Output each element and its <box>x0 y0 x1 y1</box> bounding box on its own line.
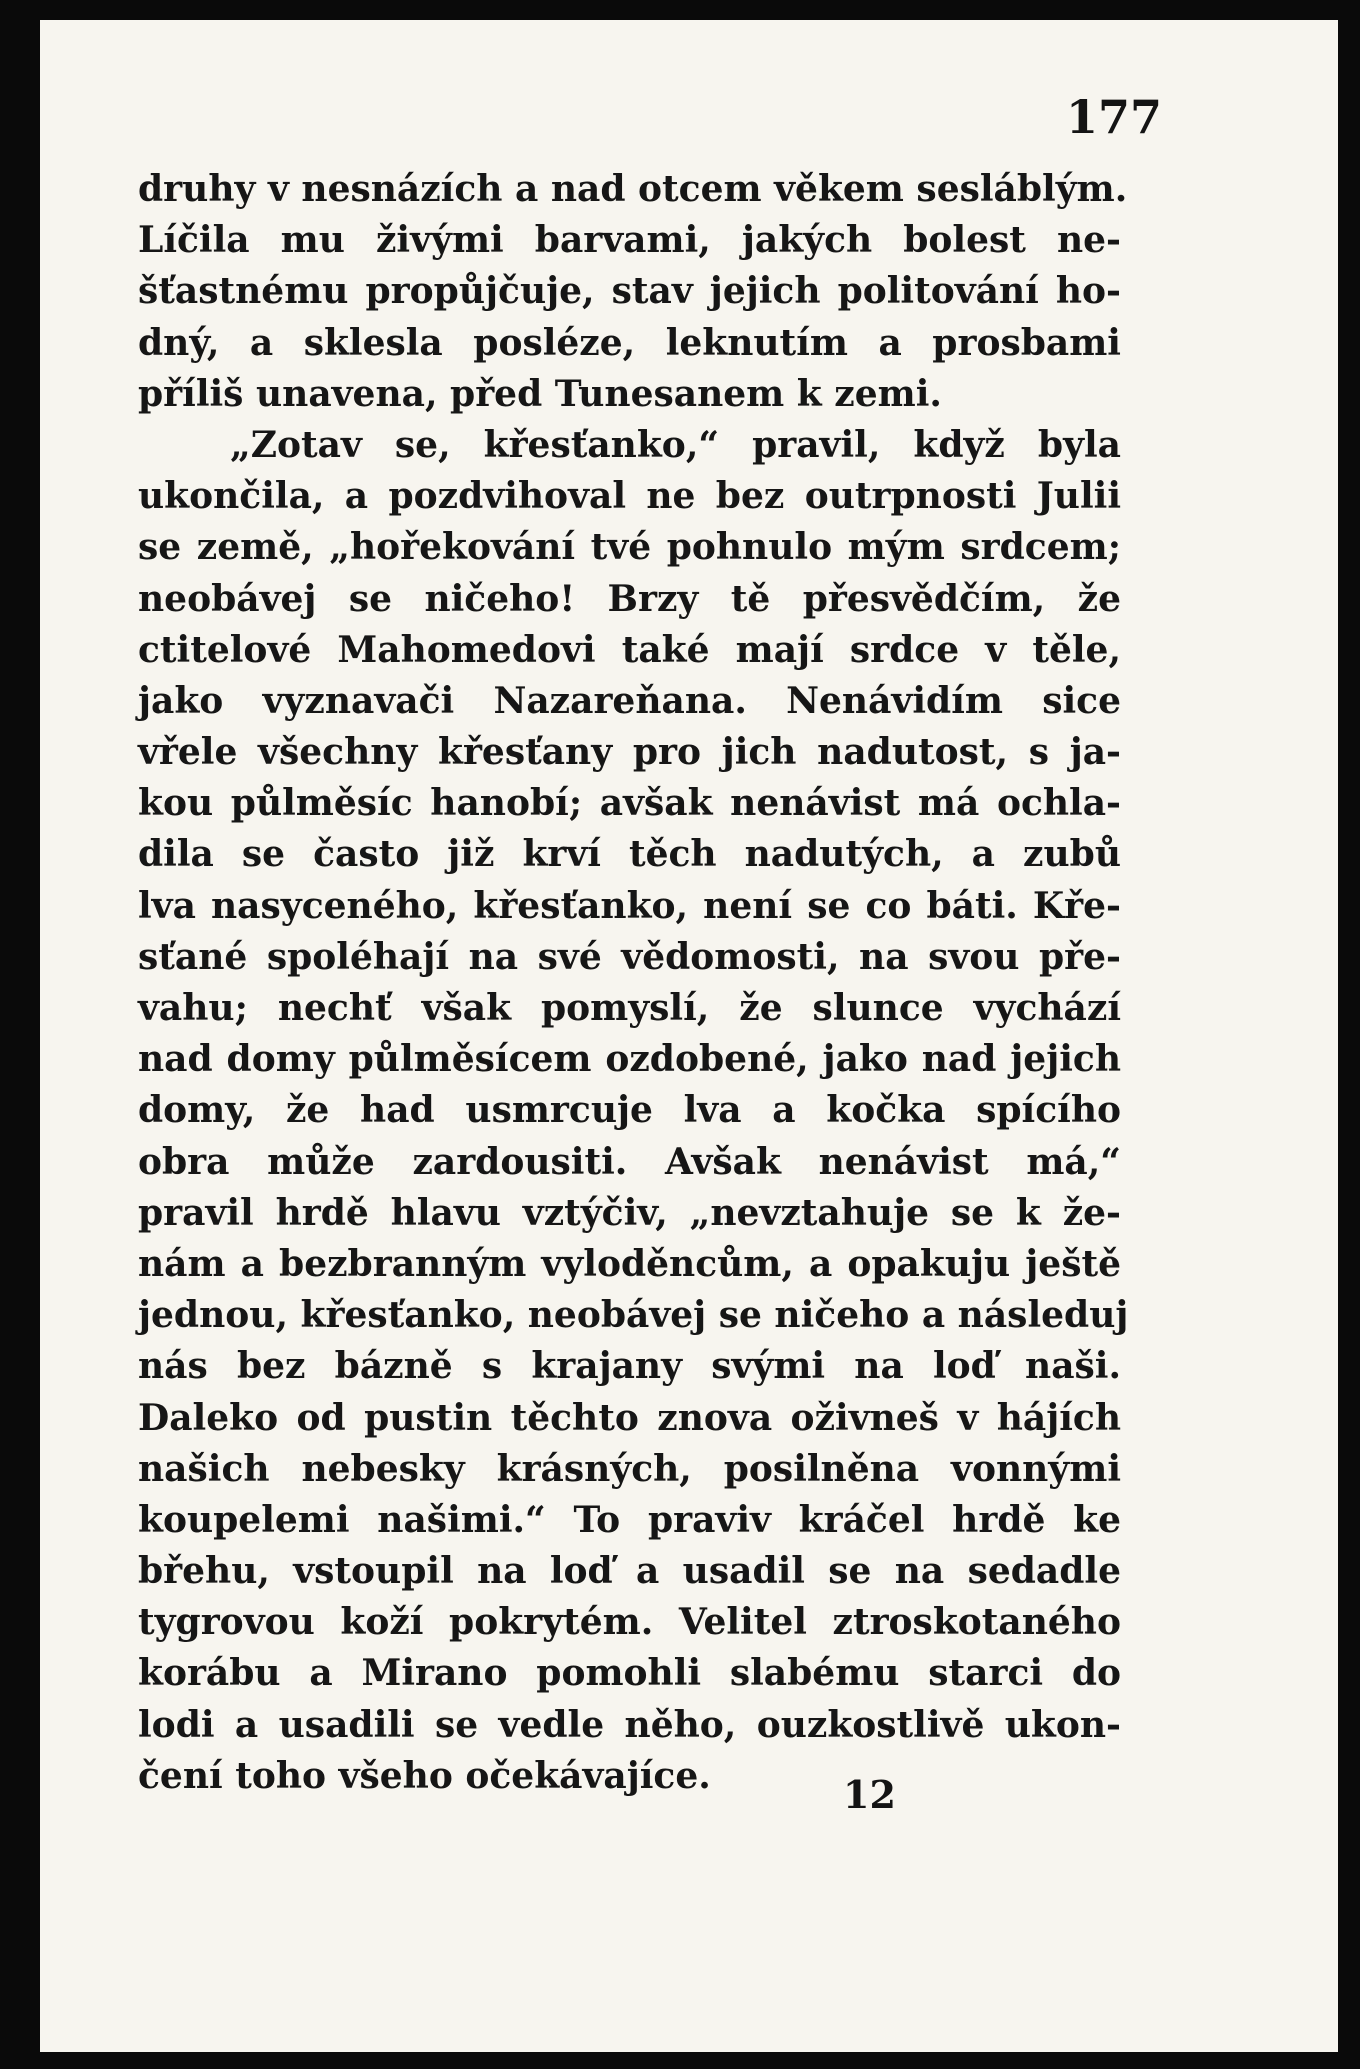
text-line: obra může zardousiti. Avšak nenávist má,“ <box>138 1140 1121 1183</box>
text-line: dný, a sklesla posléze, leknutím a prosbami <box>138 321 1121 364</box>
text-line: nám a bezbranným vyloděncům, a opakuju ještě <box>138 1242 1121 1285</box>
text-line: našich nebesky krásných, posilněna vonnými <box>138 1447 1121 1490</box>
text-line: kou půlměsíc hanobí; avšak nenávist má ochla- <box>138 782 1121 825</box>
text-line: ukončila, a pozdvihoval ne bez outrpnosti Julii <box>138 475 1121 518</box>
text-line: „Zotav se, křesťanko,“ pravil, když byla <box>230 423 1121 466</box>
text-line: druhy v nesnázích a nad otcem věkem sesláblým. <box>138 168 1128 210</box>
text-line: lodi a usadili se vedle něho, ouzkostlivě ukon- <box>138 1703 1121 1746</box>
text-line: břehu, vstoupil na loď a usadil se na sedadle <box>138 1550 1121 1593</box>
text-line: Líčila mu živými barvami, jakých bolest ne- <box>138 219 1121 262</box>
text-line: nás bez bázně s krajany svými na loď naši. <box>138 1345 1121 1388</box>
text-line: šťastnému propůjčuje, stav jejich politování ho- <box>138 270 1121 313</box>
text-line: jako vyznavači Nazareňana. Nenávidím sice <box>138 679 1121 722</box>
text-line: vřele všechny křesťany pro jich nadutost, s ja- <box>138 731 1121 774</box>
text-line: ctitelové Mahomedovi také mají srdce v těle, <box>138 628 1121 671</box>
signature-mark: 12 <box>843 1772 896 1817</box>
text-line: Daleko od pustin těchto znova oživneš v hájích <box>138 1396 1121 1439</box>
text-line: domy, že had usmrcuje lva a kočka spícího <box>138 1089 1121 1132</box>
page-number: 177 <box>1065 90 1162 144</box>
text-line: korábu a Mirano pomohli slabému starci do <box>138 1652 1121 1695</box>
text-line: neobávej se ničeho! Brzy tě přesvědčím, že <box>138 577 1121 620</box>
text-line: pravil hrdě hlavu vztýčiv, „nevztahuje se k že- <box>138 1191 1121 1234</box>
text-line: lva nasyceného, křesťanko, není se co báti. Kře- <box>138 884 1121 927</box>
body-text <box>138 164 1129 1802</box>
text-line: čení toho všeho očekávajíce. <box>138 1754 711 1797</box>
text-line: příliš unavena, před Tunesanem k zemi. <box>138 372 942 415</box>
text-line: tygrovou koží pokrytém. Velitel ztroskotaného <box>138 1601 1121 1644</box>
book-page <box>40 20 1338 2052</box>
text-line: vahu; nechť však pomyslí, že slunce vychází <box>138 987 1121 1029</box>
text-line: nad domy půlměsícem ozdobené, jako nad jejich <box>138 1038 1121 1081</box>
text-line: koupelemi našimi.“ To praviv kráčel hrdě ke <box>138 1498 1121 1541</box>
text-line: jednou, křesťanko, neobávej se ničeho a následuj <box>138 1294 1129 1337</box>
text-line: dila se často již krví těch nadutých, a zubů <box>138 833 1121 876</box>
text-line: sťané spoléhají na své vědomosti, na svou pře- <box>138 935 1121 978</box>
text-line: se země, „hořekování tvé pohnulo mým srdcem; <box>138 526 1121 569</box>
